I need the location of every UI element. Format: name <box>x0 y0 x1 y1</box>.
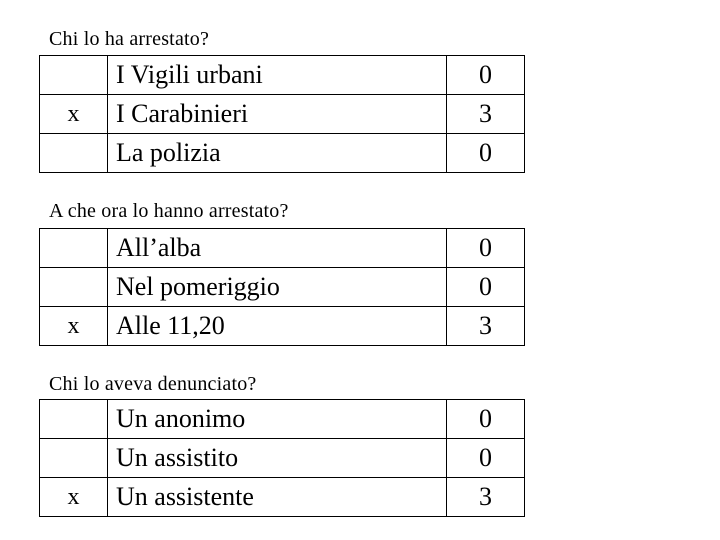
answer-table <box>39 228 525 346</box>
answer-count: 0 <box>447 229 525 268</box>
answer-text: I Vigili urbani <box>108 56 447 95</box>
answer-table <box>39 55 525 173</box>
table-row <box>40 307 525 346</box>
question-title: A che ora lo hanno arrestato? <box>49 200 289 222</box>
answer-text: La polizia <box>108 134 447 173</box>
answer-mark-cell[interactable]: x <box>40 307 108 346</box>
answer-mark-cell[interactable] <box>40 268 108 307</box>
answer-text: All’alba <box>108 229 447 268</box>
answer-mark-cell[interactable]: x <box>40 95 108 134</box>
answer-text: I Carabinieri <box>108 95 447 134</box>
table-row <box>40 134 525 173</box>
answer-count: 0 <box>447 56 525 95</box>
question-title: Chi lo ha arrestato? <box>49 28 210 50</box>
answer-count: 0 <box>447 439 525 478</box>
answer-mark-cell[interactable] <box>40 134 108 173</box>
answer-mark-cell[interactable] <box>40 439 108 478</box>
answer-text: Un anonimo <box>108 400 447 439</box>
table-row <box>40 229 525 268</box>
answer-count: 0 <box>447 134 525 173</box>
answer-text: Un assistente <box>108 478 447 517</box>
table-row <box>40 95 525 134</box>
answer-count: 3 <box>447 95 525 134</box>
answer-table <box>39 399 525 517</box>
answer-count: 0 <box>447 400 525 439</box>
answer-count: 0 <box>447 268 525 307</box>
table-row <box>40 268 525 307</box>
answer-mark-cell[interactable] <box>40 229 108 268</box>
answer-mark-cell[interactable]: x <box>40 478 108 517</box>
answer-text: Un assistito <box>108 439 447 478</box>
answer-mark-cell[interactable] <box>40 56 108 95</box>
answer-count: 3 <box>447 307 525 346</box>
question-title: Chi lo aveva denunciato? <box>49 373 257 395</box>
answer-text: Alle 11,20 <box>108 307 447 346</box>
table-row <box>40 400 525 439</box>
table-row <box>40 439 525 478</box>
answer-count: 3 <box>447 478 525 517</box>
table-row <box>40 56 525 95</box>
table-row <box>40 478 525 517</box>
answer-text: Nel pomeriggio <box>108 268 447 307</box>
answer-mark-cell[interactable] <box>40 400 108 439</box>
